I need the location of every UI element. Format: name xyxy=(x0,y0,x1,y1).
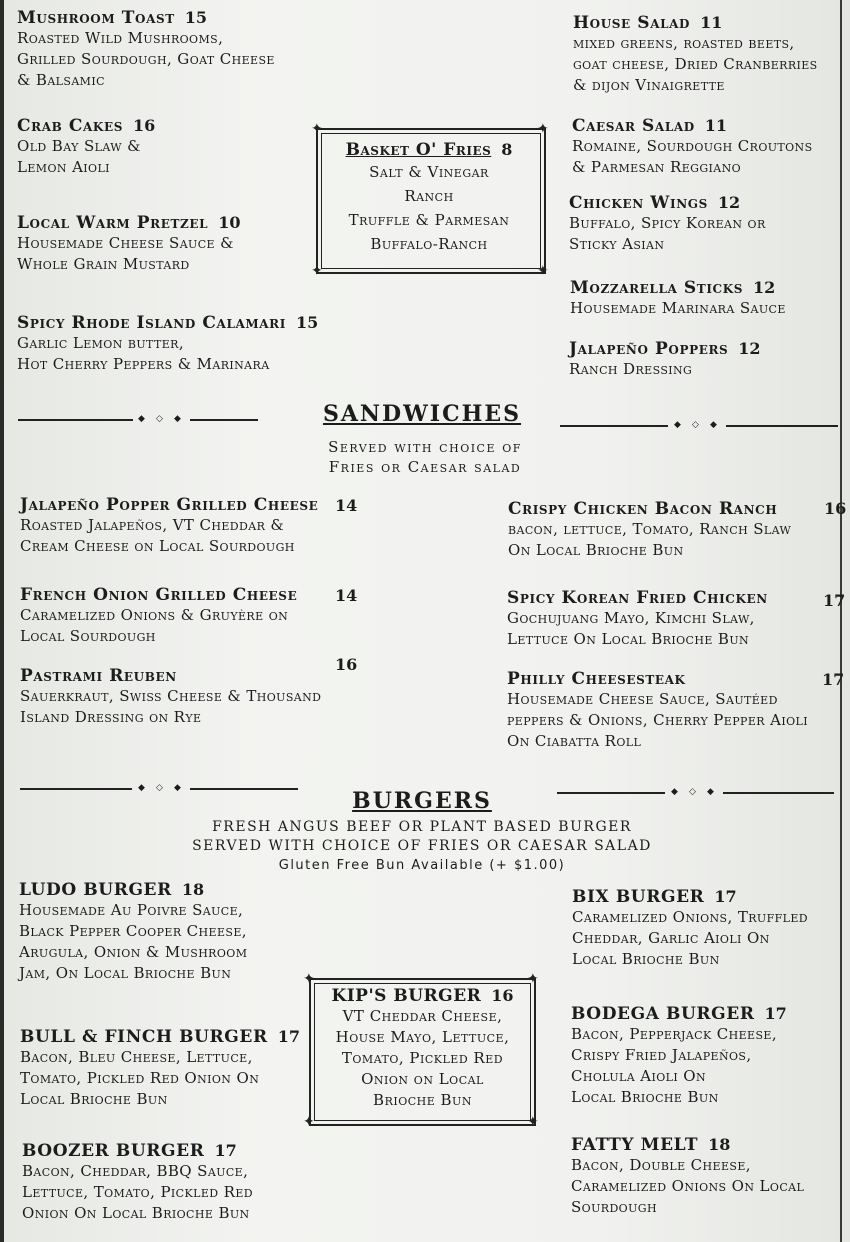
item-name: Mozzarella Sticks xyxy=(570,278,743,298)
item-desc-line: Local Brioche Bun xyxy=(571,1088,719,1106)
item-desc-line: Housemade Marinara Sauce xyxy=(570,299,786,317)
item-price: 16 xyxy=(132,116,156,135)
diamond-icon: ◇ xyxy=(156,414,163,424)
item-price: 11 xyxy=(700,13,723,32)
section-title-burgers: BURGERS xyxy=(352,788,492,814)
menu-item-crab-cakes xyxy=(17,116,155,178)
item-name: Spicy Korean Fried Chicken xyxy=(507,588,768,608)
diamond-icon: ◆ xyxy=(674,420,681,430)
kips-burger-box xyxy=(311,986,534,1111)
item-desc-line: Local Brioche Bun xyxy=(20,1090,168,1108)
corner-ornament-icon: ✦ xyxy=(527,1114,539,1130)
item-desc-line: peppers & Onions, Cherry Pepper Aioli xyxy=(507,711,808,729)
item-name: BIX BURGER xyxy=(572,887,705,907)
item-desc-line: Housemade Cheese Sauce, Sautéed xyxy=(507,690,778,708)
diamond-icon: ◆ xyxy=(707,787,714,797)
item-name: Pastrami Reuben xyxy=(20,666,177,686)
corner-ornament-icon: ✦ xyxy=(303,1114,315,1130)
menu-item-bodega-burger xyxy=(571,1004,787,1108)
sandwiches-subtitle-line: Served with choice of xyxy=(328,438,522,456)
item-desc-line: Caramelized Onions & Gruyère on xyxy=(20,606,289,624)
menu-item-caesar-salad xyxy=(572,116,813,178)
item-price: 17 xyxy=(822,670,845,689)
item-price: 14 xyxy=(335,496,358,515)
item-desc-line: Cream Cheese on Local Sourdough xyxy=(20,537,295,555)
menu-item-mozzarella-sticks xyxy=(570,278,786,319)
menu-item-bull-finch-burger xyxy=(20,1027,300,1110)
kips-desc-line: House Mayo, Lettuce, xyxy=(335,1028,510,1046)
diamond-icon: ◇ xyxy=(692,420,699,430)
item-desc-line: Cholula Aioli On xyxy=(571,1067,707,1085)
menu-item-jalapeno-popper-grilled-cheese xyxy=(20,495,318,557)
corner-ornament-icon: ✦ xyxy=(527,971,539,987)
corner-ornament-icon: ✦ xyxy=(537,263,549,279)
menu-item-chicken-wings xyxy=(569,193,766,255)
menu-item-french-onion-grilled-cheese xyxy=(20,585,297,647)
burgers-gluten-free-note: Gluten Free Bun Available (+ $1.00) xyxy=(278,858,566,873)
kips-box-title: KIP'S BURGER xyxy=(331,986,482,1006)
menu-item-spicy-calamari xyxy=(17,313,318,375)
item-price: 14 xyxy=(335,586,358,605)
item-name: BULL & FINCH BURGER xyxy=(20,1027,268,1047)
item-price: 16 xyxy=(824,499,847,518)
item-price: 17 xyxy=(277,1027,300,1046)
item-desc-line: Ranch Dressing xyxy=(569,360,693,378)
item-name: Crispy Chicken Bacon Ranch xyxy=(508,499,778,519)
item-name: Chicken Wings xyxy=(569,193,708,213)
fries-option: Buffalo-Ranch xyxy=(370,235,488,253)
item-name: BOOZER BURGER xyxy=(22,1141,205,1161)
item-price: 12 xyxy=(753,278,776,297)
diamond-icon: ◆ xyxy=(138,783,145,793)
item-name: Caesar Salad xyxy=(572,116,695,136)
item-name: FATTY MELT xyxy=(571,1135,699,1155)
sandwiches-subtitle-line: Fries or Caesar salad xyxy=(328,458,522,476)
diamond-icon: ◆ xyxy=(710,420,717,430)
item-desc-line: Lemon Aioli xyxy=(17,158,110,176)
item-desc-line: Housemade Au Poivre Sauce, xyxy=(19,901,244,919)
item-name: Local Warm Pretzel xyxy=(17,213,209,233)
menu-item-jalapeno-poppers xyxy=(569,339,761,380)
fries-option: Truffle & Parmesan xyxy=(348,211,510,229)
corner-ornament-icon: ✦ xyxy=(537,121,549,137)
item-price: 18 xyxy=(708,1135,731,1154)
item-price: 17 xyxy=(764,1004,787,1023)
item-desc-line: goat cheese, Dried Cranberries xyxy=(573,55,818,73)
item-desc-line: Gochujuang Mayo, Kimchi Slaw, xyxy=(507,609,755,627)
item-desc-line: & Balsamic xyxy=(17,71,105,89)
item-desc-line: Caramelized Onions, Truffled xyxy=(572,908,809,926)
item-desc-line: Local Sourdough xyxy=(20,627,156,645)
diamond-icon: ◇ xyxy=(689,787,696,797)
item-desc-line: Hot Cherry Peppers & Marinara xyxy=(17,355,270,373)
fries-box-price: 8 xyxy=(501,140,513,159)
item-name: LUDO BURGER xyxy=(19,880,172,900)
item-desc-line: mixed greens, roasted beets, xyxy=(573,34,795,52)
item-desc-line: Bacon, Cheddar, BBQ Sauce, xyxy=(22,1162,249,1180)
item-desc-line: Old Bay Slaw & xyxy=(17,137,141,155)
diamond-icon: ◆ xyxy=(671,787,678,797)
fries-option: Ranch xyxy=(404,187,454,205)
diamond-icon: ◆ xyxy=(174,783,181,793)
item-name: Spicy Rhode Island Calamari xyxy=(17,313,286,333)
menu-item-local-warm-pretzel xyxy=(17,213,240,275)
menu-item-house-salad xyxy=(573,13,818,96)
item-desc-line: Local Brioche Bun xyxy=(572,950,720,968)
item-name: BODEGA BURGER xyxy=(571,1004,755,1024)
page-edge-right xyxy=(840,0,842,1242)
fries-box-title: Basket O' Fries xyxy=(345,140,492,160)
item-price: 12 xyxy=(717,193,741,212)
item-desc-line: Housemade Cheese Sauce & xyxy=(17,234,234,252)
item-price: 15 xyxy=(295,313,319,332)
item-desc-line: Romaine, Sourdough Croutons xyxy=(572,137,813,155)
kips-desc-line: Brioche Bun xyxy=(373,1091,472,1109)
item-desc-line: On Ciabatta Roll xyxy=(507,732,642,750)
item-desc-line: Crispy Fried Jalapeños, xyxy=(571,1046,752,1064)
item-price: 17 xyxy=(714,887,737,906)
item-name: French Onion Grilled Cheese xyxy=(20,585,298,605)
item-desc-line: Bacon, Bleu Cheese, Lettuce, xyxy=(20,1048,253,1066)
item-desc-line: Sauerkraut, Swiss Cheese & Thousand xyxy=(20,687,322,705)
item-desc-line: & dijon Vinaigrette xyxy=(573,76,725,94)
diamond-icon: ◆ xyxy=(174,414,181,424)
item-desc-line: On Local Brioche Bun xyxy=(508,541,684,559)
item-price: 17 xyxy=(823,591,846,610)
item-name: Mushroom Toast xyxy=(17,8,175,28)
diamond-icon: ◇ xyxy=(156,783,163,793)
item-price: 12 xyxy=(738,339,761,358)
kips-desc-line: Onion on Local xyxy=(361,1070,484,1088)
burgers-subtitle-line: FRESH ANGUS BEEF OR PLANT BASED BURGER xyxy=(212,819,632,835)
item-price: 17 xyxy=(214,1141,237,1160)
menu-item-spicy-korean-fried-chicken xyxy=(507,588,768,650)
item-desc-line: Lettuce On Local Brioche Bun xyxy=(507,630,750,648)
menu-item-pastrami-reuben xyxy=(20,666,321,728)
item-name: Philly Cheesesteak xyxy=(507,669,686,689)
menu-item-boozer-burger xyxy=(22,1141,253,1224)
item-desc-line: Caramelized Onions On Local xyxy=(571,1177,805,1195)
item-desc-line: Garlic Lemon butter, xyxy=(17,334,185,352)
kips-desc-line: VT Cheddar Cheese, xyxy=(342,1007,503,1025)
item-desc-line: Roasted Wild Mushrooms, xyxy=(17,29,224,47)
corner-ornament-icon: ✦ xyxy=(311,121,323,137)
menu-item-mushroom-toast xyxy=(17,8,275,91)
item-desc-line: Arugula, Onion & Mushroom xyxy=(19,943,248,961)
section-title-sandwiches: SANDWICHES xyxy=(322,401,522,427)
item-price: 16 xyxy=(335,655,358,674)
item-desc-line: Grilled Sourdough, Goat Cheese xyxy=(17,50,275,68)
item-name: Jalapeño Poppers xyxy=(569,339,729,359)
item-name: House Salad xyxy=(573,13,691,33)
item-name: Jalapeño Popper Grilled Cheese xyxy=(20,495,319,515)
item-desc-line: Cheddar, Garlic Aioli On xyxy=(572,929,770,947)
item-desc-line: Lettuce, Tomato, Pickled Red xyxy=(22,1183,253,1201)
burgers-subtitle-line: SERVED WITH CHOICE OF FRIES OR CAESAR SALAD xyxy=(192,838,652,854)
page-edge-left xyxy=(0,0,4,1242)
corner-ornament-icon: ✦ xyxy=(311,263,323,279)
item-desc-line: Bacon, Pepperjack Cheese, xyxy=(571,1025,778,1043)
menu-item-ludo-burger xyxy=(19,880,247,984)
kips-desc-line: Tomato, Pickled Red xyxy=(341,1049,504,1067)
item-desc-line: Bacon, Double Cheese, xyxy=(571,1156,751,1174)
kips-box-price: 16 xyxy=(491,986,514,1005)
item-desc-line: Onion On Local Brioche Bun xyxy=(22,1204,250,1222)
menu-item-fatty-melt xyxy=(571,1135,804,1218)
item-desc-line: Jam, On Local Brioche Bun xyxy=(19,964,232,982)
item-price: 10 xyxy=(218,213,241,232)
menu-item-philly-cheesesteak xyxy=(507,669,808,752)
item-desc-line: Island Dressing on Rye xyxy=(20,708,202,726)
item-desc-line: Black Pepper Cooper Cheese, xyxy=(19,922,247,940)
fries-box xyxy=(318,140,540,256)
item-price: 15 xyxy=(184,8,208,27)
item-name: Crab Cakes xyxy=(17,116,123,136)
fries-option: Salt & Vinegar xyxy=(369,163,489,181)
corner-ornament-icon: ✦ xyxy=(303,971,315,987)
menu-item-bix-burger xyxy=(572,887,808,970)
item-desc-line: bacon, lettuce, Tomato, Ranch Slaw xyxy=(508,520,792,538)
item-price: 18 xyxy=(181,880,205,899)
diamond-icon: ◆ xyxy=(138,414,145,424)
menu-item-crispy-chicken-bacon-ranch xyxy=(508,499,791,561)
item-desc-line: Roasted Jalapeños, VT Cheddar & xyxy=(20,516,285,534)
item-desc-line: Sourdough xyxy=(571,1198,657,1216)
item-desc-line: Whole Grain Mustard xyxy=(17,255,190,273)
item-price: 11 xyxy=(704,116,728,135)
item-desc-line: Sticky Asian xyxy=(569,235,665,253)
item-desc-line: Tomato, Pickled Red Onion On xyxy=(20,1069,260,1087)
item-desc-line: & Parmesan Reggiano xyxy=(572,158,742,176)
item-desc-line: Buffalo, Spicy Korean or xyxy=(569,214,766,232)
